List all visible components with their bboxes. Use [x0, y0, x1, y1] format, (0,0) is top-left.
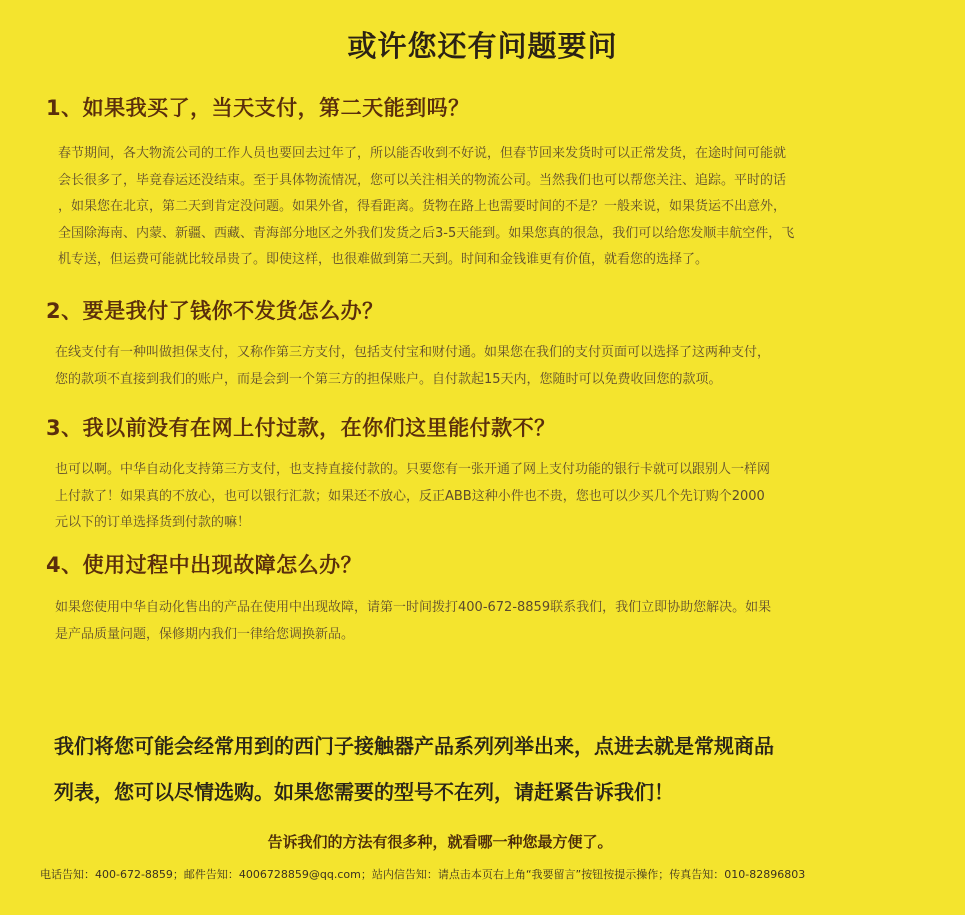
faq-answer-1: [58, 141, 794, 274]
faq-answer-4: [55, 595, 771, 648]
answer-line: 如果您使用中华自动化售出的产品在使用中出现故障，请第一时间拨打400-672-8859联系我们，我们立即协助您解决。如果: [55, 600, 772, 615]
faq-answer-3: [55, 457, 770, 537]
answer-line: 全国除海南、内蒙、新疆、西藏、青海部分地区之外我们发货之后3-5天能到。如果您真的很急，我们可以给您发顺丰航空件，飞: [58, 225, 795, 241]
answer-line: 您的款项不直接到我们的账户，而是会到一个第三方的担保账户。自付款起15天内，您随时可以免费收回您的款项。: [55, 371, 722, 387]
answer-line: 春节期间，各大物流公司的工作人员也要回去过年了，所以能否收到不好说，但春节回来发货时可以正常发货，在途时间可能就: [58, 146, 787, 161]
contact-details: 电话告知：400-672-8859；邮件告知：4006728859@qq.com；站内信告知：请点击本页右上角“我要留言”按钮按提示操作；传真告知：010-82896803: [40, 868, 806, 881]
answer-line: 元以下的订单选择货到付款的嘛！: [55, 515, 251, 530]
page-title: 或许您还有问题要问: [347, 29, 618, 63]
faq-question-4: 4、使用过程中出现故障怎么办？: [46, 553, 363, 577]
answer-line: 也可以啊。中华自动化支持第三方支付，也支持直接付款的。只要您有一张开通了网上支付功能的银行卡就可以跟别人一样网: [55, 462, 771, 477]
answer-line: 是产品质量问题，保修期内我们一律给您调换新品。: [55, 626, 355, 642]
answer-line: ，如果您在北京，第二天到肯定没问题。如果外省，得看距离。货物在路上也需要时间的不是？一般来说，如果货运不出意外，: [58, 199, 787, 214]
contact-methods-heading: 告诉我们的方法有很多种，就看哪一种您最方便了。: [267, 833, 613, 851]
answer-line: 会长很多了，毕竟春运还没结束。至于具体物流情况，您可以关注相关的物流公司。当然我们也可以帮您关注、追踪。平时的话: [58, 172, 787, 188]
promo-line: 我们将您可能会经常用到的西门子接触器产品系列列举出来，点进去就是常规商品: [54, 734, 774, 758]
faq-question-2: 2、要是我付了钱你不发货怎么办？: [46, 299, 384, 323]
faq-answer-2: [55, 340, 770, 393]
faq-question-3: 3、我以前没有在网上付过款，在你们这里能付款不？: [46, 416, 556, 440]
faq-question-1: 1、如果我买了，当天支付，第二天能到吗？: [46, 96, 470, 120]
product-promo: [54, 723, 774, 815]
answer-line: 在线支付有一种叫做担保支付，又称作第三方支付，包括支付宝和财付通。如果您在我们的支付页面可以选择了这两种支付，: [55, 345, 771, 360]
answer-line: 上付款了！如果真的不放心，也可以银行汇款；如果还不放心，反正ABB这种小件也不贵，您也可以少买几个先订购个2000: [55, 488, 765, 504]
answer-line: 机专送，但运费可能就比较昂贵了。即使这样，也很难做到第二天到。时间和金钱谁更有价值，就看您的选择了。: [58, 252, 709, 267]
promo-line: 列表，您可以尽情选购。如果您需要的型号不在列，请赶紧告诉我们！: [54, 780, 674, 804]
